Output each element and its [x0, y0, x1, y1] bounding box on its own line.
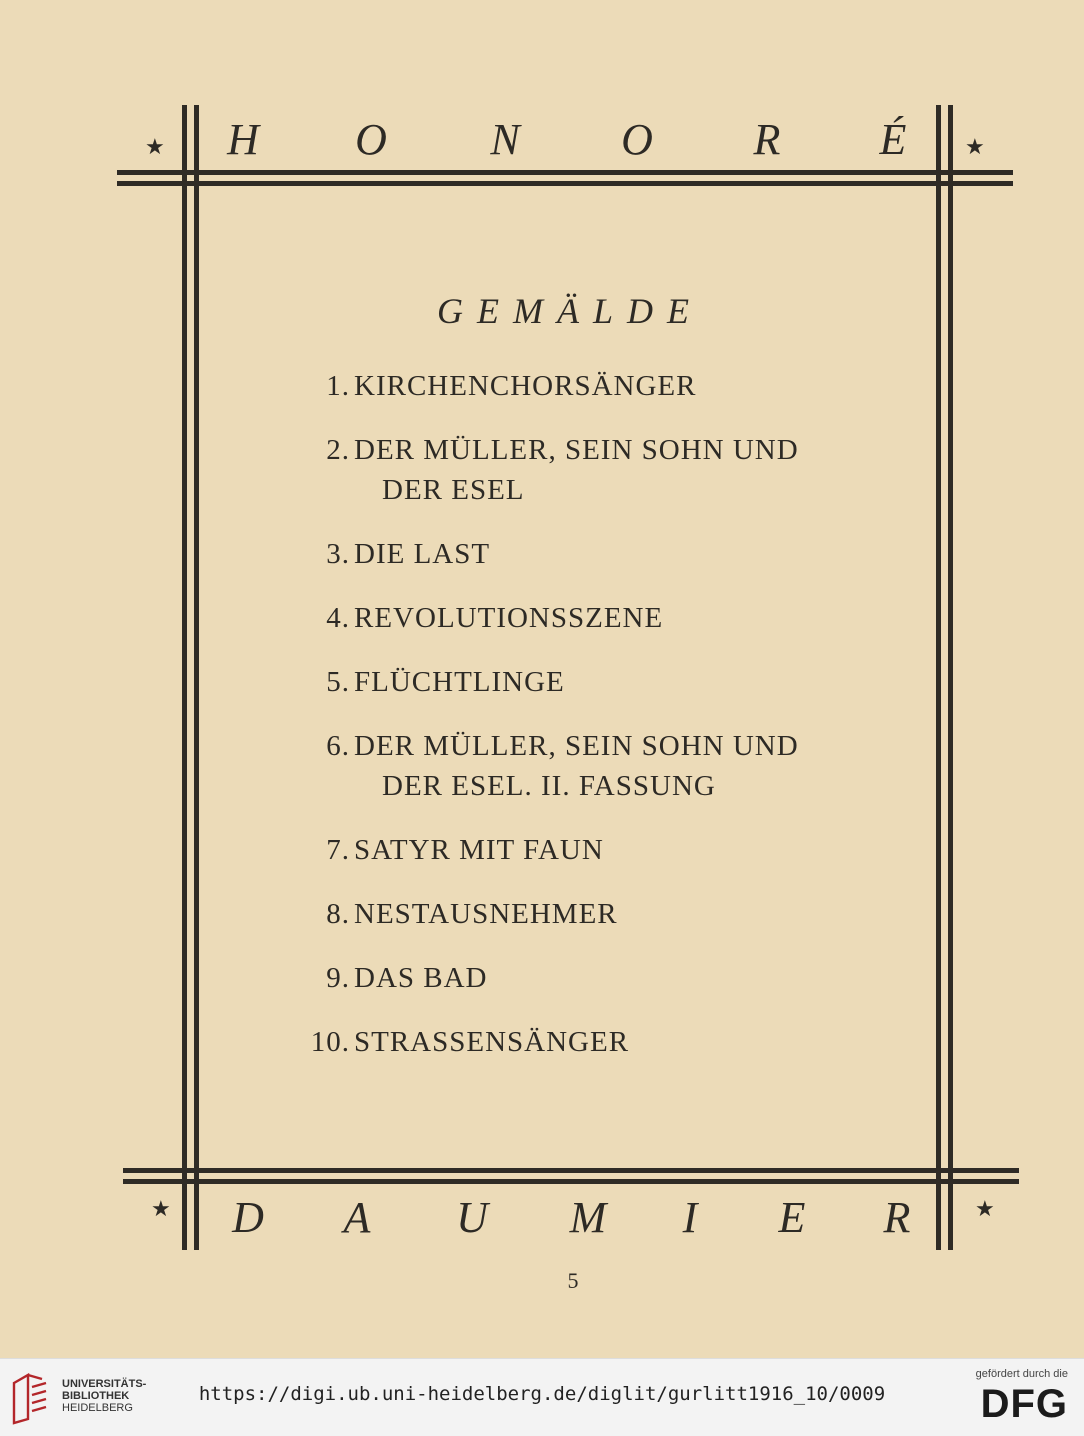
footer-star-right: ★ [975, 1196, 995, 1221]
section-title: GEMÄLDE [437, 291, 703, 331]
page-number: 5 [567, 1268, 579, 1293]
item-title: KIRCHENCHORSÄNGER [354, 370, 697, 402]
item-number: 9. [326, 962, 350, 994]
header-letter: O [355, 115, 387, 164]
footer-letter: M [569, 1193, 607, 1242]
header-letter: É [879, 115, 907, 164]
frame-bottom-rule [123, 1179, 1019, 1184]
item-title-continuation: DER ESEL. II. FASSUNG [382, 770, 716, 802]
header-letter: N [490, 115, 520, 164]
library-name-line: HEIDELBERG [62, 1402, 133, 1414]
footer-star-left: ★ [151, 1196, 171, 1221]
frame-top-rule [117, 181, 1013, 186]
dfg-logo: DFG [980, 1382, 1068, 1426]
item-title: FLÜCHTLINGE [354, 666, 565, 698]
footer-letter: R [883, 1193, 911, 1242]
header-letter: O [621, 115, 653, 164]
library-name-line: UNIVERSITÄTS- [62, 1378, 147, 1390]
item-number: 8. [326, 898, 350, 930]
item-number: 7. [326, 834, 350, 866]
footer-letter: I [682, 1193, 698, 1242]
item-title: DAS BAD [354, 962, 488, 994]
item-number: 1. [326, 370, 350, 402]
frame-right-rule [948, 105, 953, 1250]
item-title: DER MÜLLER, SEIN SOHN UND [354, 434, 799, 466]
header-star-right: ★ [965, 134, 985, 159]
item-number: 6. [326, 730, 350, 762]
footer-letter: A [343, 1193, 371, 1242]
item-title: STRASSENSÄNGER [354, 1026, 630, 1058]
frame-top-rule [117, 170, 1013, 175]
frame-left-rule [182, 105, 187, 1250]
header-star-left: ★ [145, 134, 165, 159]
item-title: REVOLUTIONSSZENE [354, 602, 664, 634]
footer-letter: D [232, 1193, 264, 1242]
item-title: DER MÜLLER, SEIN SOHN UND [354, 730, 799, 762]
funder-label: gefördert durch die [975, 1368, 1068, 1380]
item-number: 2. [326, 434, 350, 466]
header-letter: R [753, 115, 781, 164]
viewer-footer [0, 1358, 1084, 1436]
footer-letter: U [456, 1193, 488, 1242]
header-letter: H [227, 115, 259, 164]
item-title: SATYR MIT FAUN [354, 834, 604, 866]
library-name-line: BIBLIOTHEK [62, 1390, 130, 1402]
item-number: 4. [326, 602, 350, 634]
frame-left-rule [194, 105, 199, 1250]
item-title: NESTAUSNEHMER [354, 898, 618, 930]
footer-letter: E [778, 1193, 806, 1242]
item-title: DIE LAST [354, 538, 491, 570]
item-title-continuation: DER ESEL [382, 474, 525, 506]
frame-right-rule [936, 105, 941, 1250]
item-number: 3. [326, 538, 350, 570]
item-number: 5. [326, 666, 350, 698]
item-number: 10. [310, 1026, 350, 1058]
permalink-url[interactable]: https://digi.ub.uni-heidelberg.de/diglit/gurlitt1916_10/0009 [198, 1383, 886, 1405]
frame-bottom-rule [123, 1168, 1019, 1173]
